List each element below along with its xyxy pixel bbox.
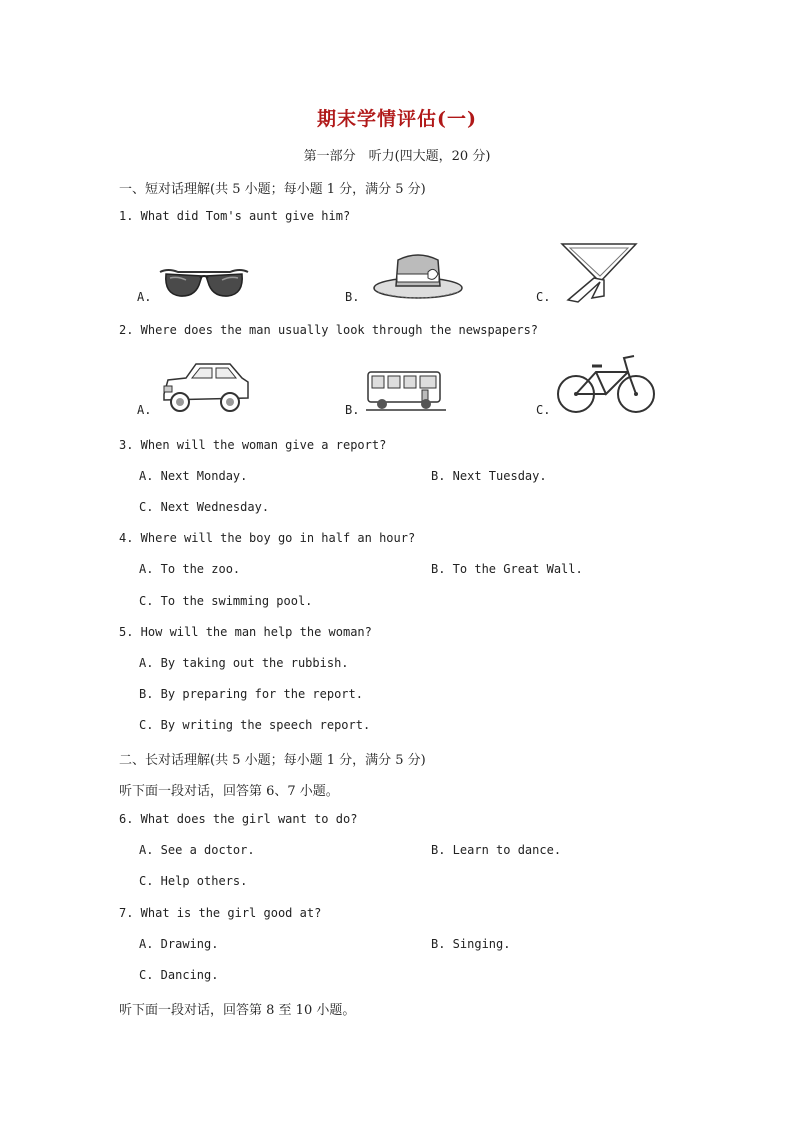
bus-icon [366, 368, 446, 414]
question-7: 7. What is the girl good at? [119, 906, 322, 920]
q4-option-b: B. To the Great Wall. [431, 562, 583, 576]
q5-option-b: B. By preparing for the report. [139, 687, 363, 701]
section-heading-long-dialogues: 二、长对话理解(共 5 小题；每小题 1 分，满分 5 分) [119, 753, 426, 768]
dialogue-intro-6-7: 听下面一段对话，回答第 6、7 小题。 [119, 784, 339, 799]
car-icon [160, 358, 252, 418]
sunglasses-icon [158, 264, 250, 304]
bicycle-icon [556, 352, 656, 416]
q3-option-b: B. Next Tuesday. [431, 469, 547, 483]
q6-option-a: A. See a doctor. [139, 843, 255, 857]
q6-option-c: C. Help others. [139, 874, 248, 888]
q3-option-a: A. Next Monday. [139, 469, 248, 483]
q5-option-a: A. By taking out the rubbish. [139, 656, 349, 670]
dialogue-intro-8-10: 听下面一段对话，回答第 8 至 10 小题。 [119, 1003, 356, 1018]
q2-option-b-label: B. [345, 403, 360, 417]
q5-option-c: C. By writing the speech report. [139, 718, 371, 732]
scarf-icon [556, 238, 642, 304]
page-title: 期末学情评估(一) [317, 108, 477, 130]
q1-option-a-label: A. [137, 290, 152, 304]
q6-option-b: B. Learn to dance. [431, 843, 562, 857]
q2-option-c-label: C. [536, 403, 551, 417]
question-4: 4. Where will the boy go in half an hour? [119, 531, 416, 545]
q1-option-c-label: C. [536, 290, 551, 304]
q1-option-b-label: B. [345, 290, 360, 304]
hat-icon [372, 248, 464, 304]
section-heading-short-dialogues: 一、短对话理解(共 5 小题；每小题 1 分，满分 5 分) [119, 182, 426, 197]
question-1: 1. What did Tom's aunt give him? [119, 209, 351, 223]
question-2: 2. Where does the man usually look through the newspapers? [119, 323, 539, 337]
q7-option-a: A. Drawing. [139, 937, 219, 951]
q7-option-b: B. Singing. [431, 937, 511, 951]
question-5: 5. How will the man help the woman? [119, 625, 372, 639]
q4-option-a: A. To the zoo. [139, 562, 241, 576]
question-3: 3. When will the woman give a report? [119, 438, 387, 452]
q2-option-a-label: A. [137, 403, 152, 417]
question-6: 6. What does the girl want to do? [119, 812, 358, 826]
q3-option-c: C. Next Wednesday. [139, 500, 270, 514]
q7-option-c: C. Dancing. [139, 968, 219, 982]
part-subtitle: 第一部分 听力(四大题，20 分) [303, 149, 491, 164]
q4-option-c: C. To the swimming pool. [139, 594, 313, 608]
